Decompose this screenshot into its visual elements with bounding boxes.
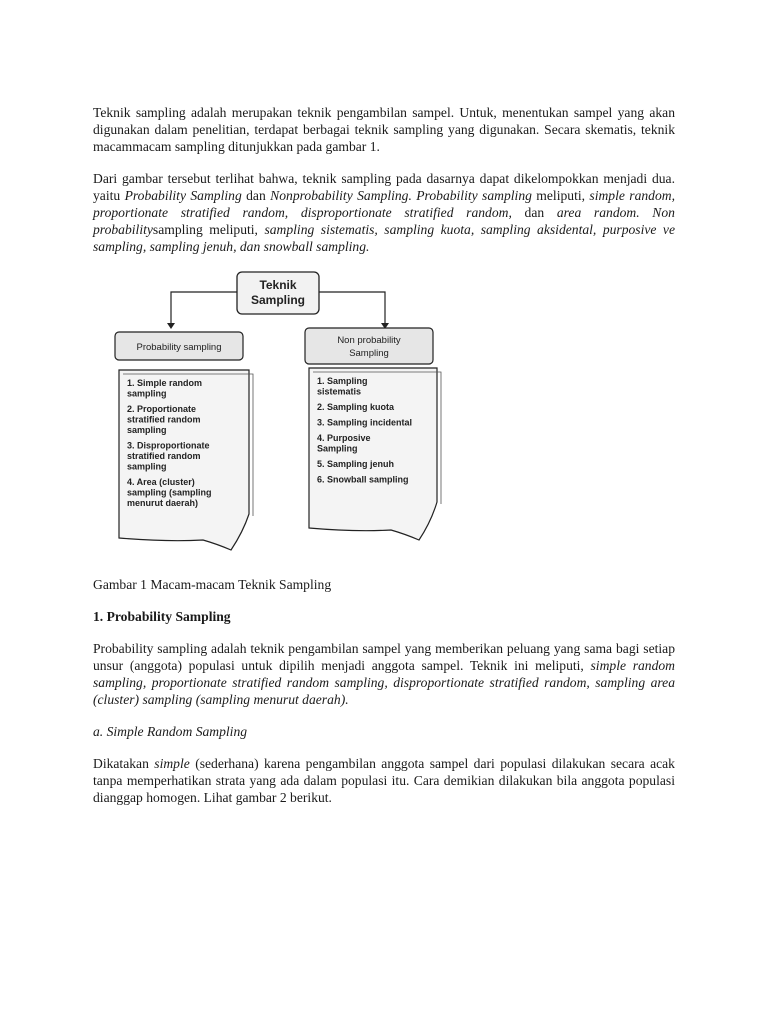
subsection-title-simple-random bbox=[93, 723, 675, 740]
right-header-line1: Non probability bbox=[337, 335, 401, 346]
right-list-item-5-line-1: 5. Sampling jenuh bbox=[317, 459, 395, 469]
left-list-item-4-line-3: menurut daerah) bbox=[127, 498, 199, 508]
left-list-item-2-line-3: sampling bbox=[127, 425, 167, 435]
text: (sederhana) karena pengambilan anggota sampel dari populasi dilakukan secara acak tanpa memperhatikan strata yang ada dalam populasi itu. Cara demikian dilakukan bila anggota populasi dianggap homogen. Lihat gambar 2 berikut. bbox=[93, 756, 675, 805]
italic-text: area random. Non probability bbox=[93, 205, 675, 237]
italic-text: Probability Sampling bbox=[124, 188, 242, 203]
left-list-item-1-line-1: 1. Simple random bbox=[127, 378, 203, 388]
left-list-item-1-line-2: sampling bbox=[127, 388, 167, 399]
right-header-line2: Sampling bbox=[349, 348, 389, 359]
text: Dikatakan bbox=[93, 756, 155, 771]
text: dan bbox=[511, 205, 557, 220]
left-list-item-3-line-1: 3. Disproportionate bbox=[127, 440, 210, 451]
diagram-svg bbox=[107, 270, 447, 560]
root-node-line1: Teknik bbox=[259, 278, 297, 292]
right-list-item-1-line-1: 1. Sampling bbox=[317, 376, 368, 386]
left-header-label: Probability sampling bbox=[136, 342, 222, 353]
figure-sampling-diagram bbox=[107, 270, 447, 560]
text: sampling meliputi, bbox=[152, 222, 265, 237]
text: dan bbox=[241, 188, 271, 203]
paragraph-probability-definition bbox=[93, 640, 675, 708]
left-list-item-4-line-2: sampling (sampling bbox=[127, 487, 212, 498]
left-list-item-3-line-2: stratified random bbox=[127, 451, 201, 461]
right-list-item-6-line-1: 6. Snowball sampling bbox=[317, 474, 409, 485]
figure-caption: Gambar 1 Macam-macam Teknik Sampling bbox=[93, 577, 332, 592]
left-list-item-3-line-3: sampling bbox=[127, 461, 167, 472]
text: Dari gambar tersebut terlihat bahwa, teknik sampling pada dasarnya dapat dikelompokkan menjadi dua. yaitu bbox=[93, 171, 675, 203]
italic-text: Nonprobability Sampling. Probability sampling bbox=[270, 188, 532, 203]
italic-text: simple bbox=[154, 756, 190, 771]
left-list-item-2-line-1: 2. Proportionate bbox=[127, 404, 197, 414]
arrowhead-left-icon bbox=[167, 323, 175, 329]
root-node-line2: Sampling bbox=[250, 293, 306, 307]
right-list-item-1-line-2: sistematis bbox=[317, 386, 362, 397]
right-list-item-4-line-2: Sampling bbox=[317, 443, 358, 454]
paragraph-classification bbox=[93, 170, 675, 255]
document-body bbox=[93, 104, 675, 821]
text: meliputi, bbox=[531, 188, 590, 203]
left-list-item-2-line-2: stratified random bbox=[127, 414, 201, 425]
text: Probability sampling adalah teknik pengambilan sampel yang memberikan peluang yang sama bagi setiap unsur (anggota) populasi untuk dipilih menjadi anggota sampel. Teknik ini meliputi, bbox=[93, 641, 675, 673]
section-title-probability-sampling: 1. Probability Sampling bbox=[93, 609, 231, 624]
italic-text: a. Simple Random Sampling bbox=[93, 724, 248, 739]
paragraph-simple-random bbox=[93, 755, 675, 806]
right-list-item-2-line-1: 2. Sampling kuota bbox=[317, 402, 395, 412]
left-list-item-4-line-1: 4. Area (cluster) bbox=[127, 477, 195, 487]
italic-text: simple random, proportionate stratified random, disproportionate stratified random, bbox=[93, 188, 675, 220]
connector-left bbox=[171, 292, 237, 325]
connector-right bbox=[319, 292, 385, 325]
paragraph-intro: Teknik sampling adalah merupakan teknik pengambilan sampel. Untuk, menentukan sampel yang akan digunakan dalam penelitian, terdapat berbagai teknik sampling yang digunakan. Secara skematis, teknik macammacam sampling ditunjukkan pada gambar 1. bbox=[93, 105, 675, 154]
right-list-item-4-line-1: 4. Purposive bbox=[317, 433, 371, 443]
italic-text: simple random sampling, proportionate stratified random sampling, disproportionate stratified random, sampling area (cluster) sampling (sampling menurut daerah). bbox=[93, 658, 675, 707]
italic-text: sampling sistematis, sampling kuota, sampling aksidental, purposive ve sampling, sampling jenuh, dan snowball sampling. bbox=[93, 222, 675, 254]
right-list-item-3-line-1: 3. Sampling incidental bbox=[317, 417, 413, 428]
